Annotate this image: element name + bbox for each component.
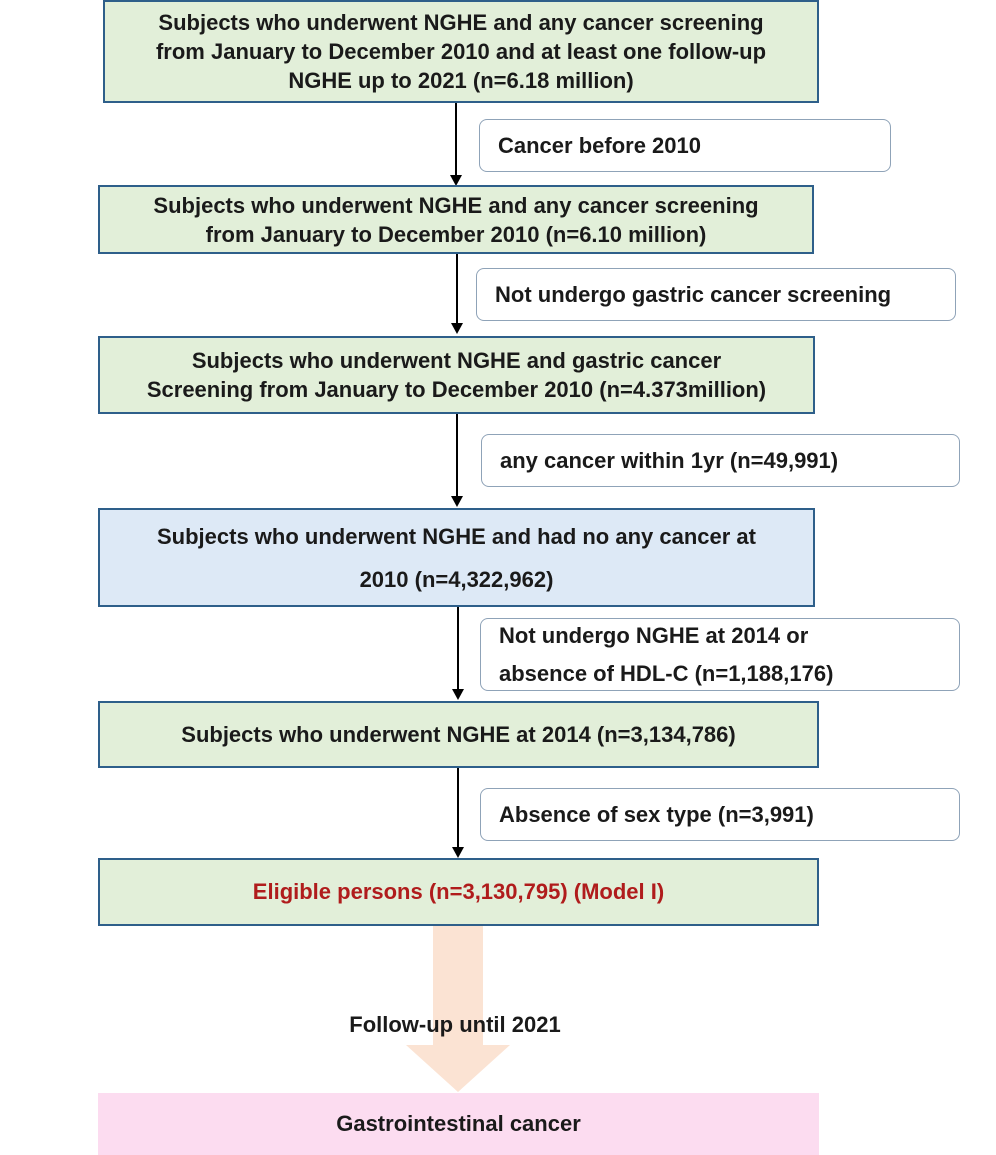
exclusion-text: Not undergo gastric cancer screening <box>495 281 892 307</box>
step-text: Subjects who underwent NGHE and had no any cancer at <box>157 523 756 549</box>
step-text: from January to December 2010 (n=6.10 million) <box>205 221 707 247</box>
exclusion-box-absence-sex-type <box>480 788 960 841</box>
arrowhead-2 <box>451 323 463 334</box>
step-text: Subjects who underwent NGHE and gastric cancer <box>191 348 722 373</box>
step-box-initial-cohort <box>103 0 819 103</box>
step-text: NGHE up to 2021 (n=6.18 million) <box>288 68 634 93</box>
exclusion-text: Absence of sex type (n=3,991) <box>499 801 814 827</box>
exclusion-box-cancer-within-1yr <box>481 434 960 487</box>
exclusion-text: any cancer within 1yr (n=49,991) <box>500 447 839 473</box>
exclusion-box-cancer-before-2010 <box>479 119 891 172</box>
arrowhead-3 <box>451 496 463 507</box>
step-text: Subjects who underwent NGHE at 2014 (n=3,134,786) <box>181 721 736 747</box>
exclusion-box-no-nghe-2014 <box>480 618 960 691</box>
step-text: Subjects who underwent NGHE and any cancer screening <box>153 192 759 218</box>
connector-line-5 <box>457 768 459 849</box>
arrowhead-5 <box>452 847 464 858</box>
connector-line-4 <box>457 607 459 691</box>
step-text: Subjects who underwent NGHE and any cancer screening <box>158 10 764 35</box>
step-box-nghe-2014 <box>98 701 819 768</box>
exclusion-box-no-gastric-screening <box>476 268 956 321</box>
step-box-eligible-persons <box>98 858 819 926</box>
exclusion-text: absence of HDL-C (n=1,188,176) <box>499 660 834 686</box>
connector-line-1 <box>455 103 457 177</box>
arrowhead-4 <box>452 689 464 700</box>
outcome-text: Gastrointestinal cancer <box>336 1111 581 1136</box>
exclusion-text: Cancer before 2010 <box>498 132 701 158</box>
step-text: from January to December 2010 and at least one follow-up <box>155 39 767 64</box>
step-text: Screening from January to December 2010 (n=4.373million) <box>146 377 767 402</box>
step-box-cancer-screening-2010 <box>98 185 814 254</box>
connector-line-3 <box>456 414 458 498</box>
eligible-persons-text: Eligible persons (n=3,130,795) (Model I) <box>252 879 665 904</box>
step-box-no-cancer-2010 <box>98 508 815 607</box>
connector-line-2 <box>456 254 458 325</box>
outcome-box-gastrointestinal-cancer <box>98 1093 819 1155</box>
follow-up-label: Follow-up until 2021 <box>349 1012 561 1037</box>
step-text: 2010 (n=4,322,962) <box>359 566 554 592</box>
exclusion-text: Not undergo NGHE at 2014 or <box>499 622 809 648</box>
step-box-gastric-screening-2010 <box>98 336 815 414</box>
